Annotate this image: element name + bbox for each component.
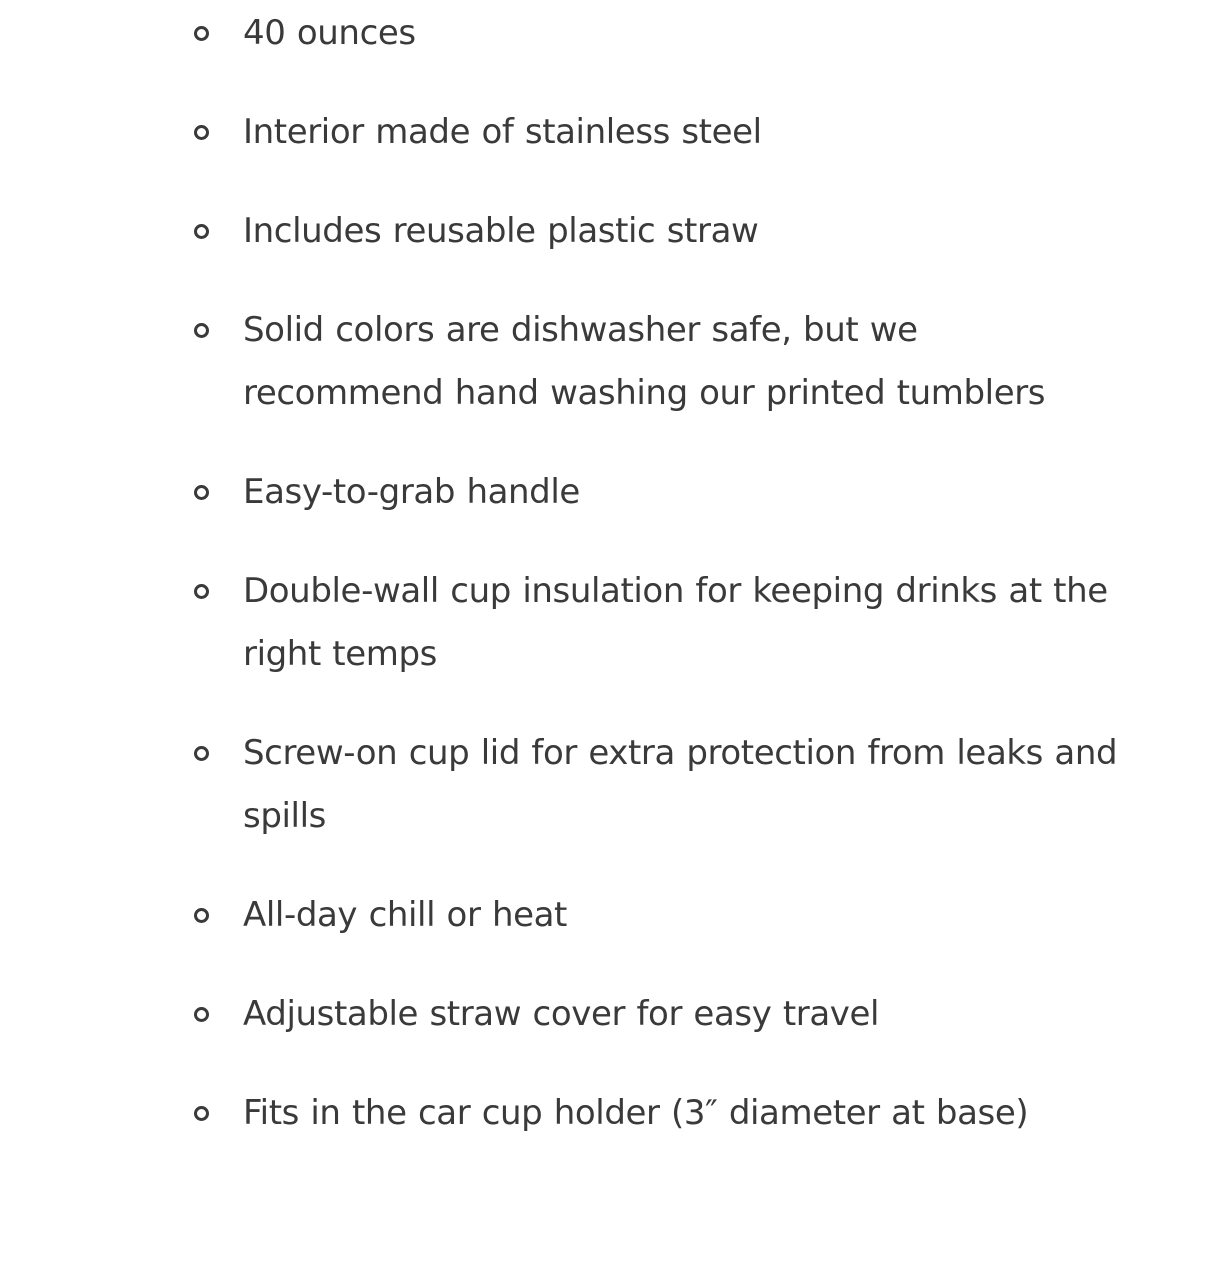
circle-bullet-icon	[194, 1007, 209, 1022]
list-item-text: Double-wall cup insulation for keeping drinks at the right temps	[243, 571, 1108, 674]
list-item-text: 40 ounces	[243, 13, 416, 53]
circle-bullet-icon	[194, 125, 209, 140]
circle-bullet-icon	[194, 26, 209, 41]
circle-bullet-icon	[194, 224, 209, 239]
circle-bullet-icon	[194, 584, 209, 599]
list-item	[243, 884, 1123, 947]
list-item	[243, 461, 1123, 524]
list-item	[243, 101, 1123, 164]
list-item	[243, 1082, 1123, 1145]
list-item-text: Fits in the car cup holder (3″ diameter at base)	[243, 1093, 1029, 1133]
list-item-text: Solid colors are dishwasher safe, but we recommend hand washing our printed tumblers	[243, 310, 1046, 413]
list-item-text: Easy-to-grab handle	[243, 472, 580, 512]
circle-bullet-icon	[194, 1106, 209, 1121]
list-item	[243, 200, 1123, 263]
list-item-text: Includes reusable plastic straw	[243, 211, 759, 251]
list-item-text: All-day chill or heat	[243, 895, 567, 935]
circle-bullet-icon	[194, 485, 209, 500]
list-item-text: Screw-on cup lid for extra protection from leaks and spills	[243, 733, 1118, 836]
list-item-text: Interior made of stainless steel	[243, 112, 762, 152]
circle-bullet-icon	[194, 323, 209, 338]
list-item	[243, 722, 1123, 848]
list-item	[243, 299, 1123, 425]
circle-bullet-icon	[194, 908, 209, 923]
list-item	[243, 2, 1123, 65]
circle-bullet-icon	[194, 746, 209, 761]
list-item	[243, 983, 1123, 1046]
list-item-text: Adjustable straw cover for easy travel	[243, 994, 880, 1034]
feature-list	[243, 2, 1123, 1145]
list-item	[243, 560, 1123, 686]
